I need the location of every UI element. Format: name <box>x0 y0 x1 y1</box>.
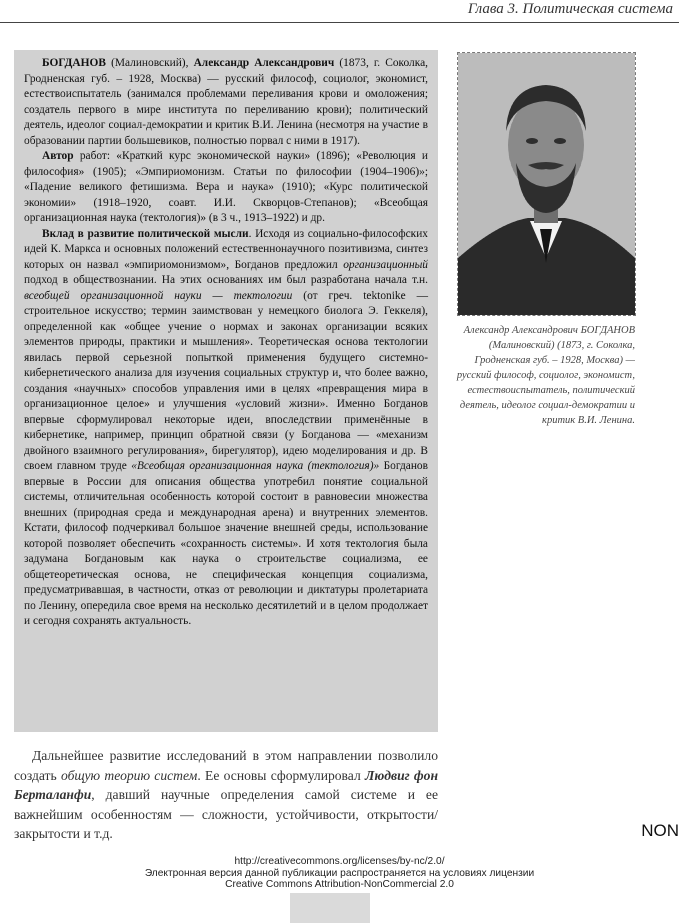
header-rule <box>0 22 679 23</box>
biography-given-name: Александр Александрович <box>193 57 335 69</box>
license-notice <box>0 856 679 891</box>
contribution-text-3: (от греч. tektonike — строительное искусство; термин заимствован у немецкого биолога Э. Геккеля), определенной как «общее учение о нормах и законах организации всяких элементов природы, практики и мышления». Теоретическая основа тектологии явилась первой серьезной попыткой применения будущего системно-кибернетического анализа для изучения социальных структур и, что более важно, создания «научных» способов управления ими в целях «превращения мира в организационное целое» и улучшения «условий жизни». Именно Богданов впервые сформулировал некоторые идеи, впоследствии применённые в кибернетике, например, принцип обратной связи (у Богданова — «механизм двойного взаимного регулирования», бирегулятор), идею моделирования и др. В своем главном труде <box>24 289 428 472</box>
contribution-emphasis-2: всеобщей организационной науки — тектологии <box>24 289 293 302</box>
footer-strip <box>290 893 370 923</box>
license-name: Creative Commons Attribution-NonCommercial 2.0 <box>225 879 454 890</box>
running-header: Глава 3. Политическая система <box>467 1 673 17</box>
portrait-image <box>458 53 635 315</box>
main-text-3: , давший научные определения самой системе и ее важнейшим особенностям — сложности, устойчивости, открытости/закрытости и т.д. <box>14 787 438 841</box>
contribution-label: Вклад в развитие политической мысли <box>42 227 249 240</box>
contribution-text-2: подход в обществознании. На этих основаниях им был разработана начала т.н. <box>24 274 428 286</box>
main-text-2: . Ее основы сформулировал <box>197 767 366 783</box>
main-text-name: Людвиг фон Берталанфи <box>14 767 439 802</box>
biography-works <box>24 149 428 227</box>
contribution-text-4: Богданов впервые в России для описания общества употребил понятие социальной системы, отличительная особенность которой состоит в равновесии множества внешних (природная среда и международная арена) и внутренних элементов. Кстати, философ подчеркивал большое значение внешней среды, использование которой позволяет обеспечить «сохранность системы». И хотя тектология была задумана Богдановым как наука о строительстве социализма, ее общетеоретическая основа, не специфическая концепция социализма, предусматривавшая, в частности, отказ от революции и диктатуры пролетариата по Ленину, опередила свое время на несколько десятилетий и в целом продолжает и сегодня сохранять актуальность. <box>24 460 429 627</box>
biography-surname: БОГДАНОВ <box>42 57 106 69</box>
license-statement: Электронная версия данной публикации распространяется на условиях лицензии <box>144 867 535 879</box>
portrait-caption: Александр Александрович БОГДАНОВ (Малиновский) (1873, г. Соколка, Гродненская губ. – 1928, Москва) — русский философ, социолог, экономист, естествоиспытатель, политический деятель, идеолог социал-демократии и критик В.И. Ленина. <box>456 325 635 426</box>
contribution-emphasis-3: «Всеобщая организационная наука (тектология)» <box>131 460 380 472</box>
biography-alias: (Малиновский), <box>105 57 194 69</box>
contribution-emphasis-1: организационный <box>343 258 428 271</box>
biography-contribution <box>24 227 428 630</box>
works-label: Автор <box>42 150 74 162</box>
biography-box <box>14 50 438 732</box>
main-paragraph-text <box>14 746 438 844</box>
nc-marker: NON <box>641 821 679 840</box>
biography-intro <box>24 56 428 149</box>
biography-intro-text: (1873, г. Соколка, Гродненская губ. – 1928, Москва) — русский философ, социолог, экономист, естествоиспытатель (занимался проблемами переливания крови и омоложения; создатель первого в мире института по переливанию крови); политический деятель, идеолог социал-демократии и критик В.И. Ленина (несмотря на участие в образовании партии большевиков, полностью порвал с ними в 1917). <box>24 57 428 147</box>
main-paragraph <box>14 746 438 844</box>
contribution-text-1: . Исходя из социально-философских идей К. Маркса и основных положений естественнонаучного позитивизма, синтез которых он назвал «эмпириомонизмом», Богданов предложил <box>24 227 428 271</box>
license-url[interactable]: http://creativecommons.org/licenses/by-nc/2.0/ <box>234 856 445 867</box>
main-text-emphasis: общую теорию систем <box>60 767 198 783</box>
main-text-1: Дальнейшее развитие исследований в этом направлении позволило создать <box>14 748 438 783</box>
bogdanov-portrait <box>457 52 636 316</box>
works-text: работ: «Краткий курс экономической науки» (1896); «Революция и философия» (1905); «Эмпириомонизм. Статьи по философии (1904–1906)»; «Падение великого фетишизма. Вера и наука» (1910); «Курс политической экономии» (1918–1920, соавт. И.И. Скворцов-Степанов); «Всеобщая организационная наука (тектология)» (в 3 ч., 1913–1922) и др. <box>24 150 428 224</box>
